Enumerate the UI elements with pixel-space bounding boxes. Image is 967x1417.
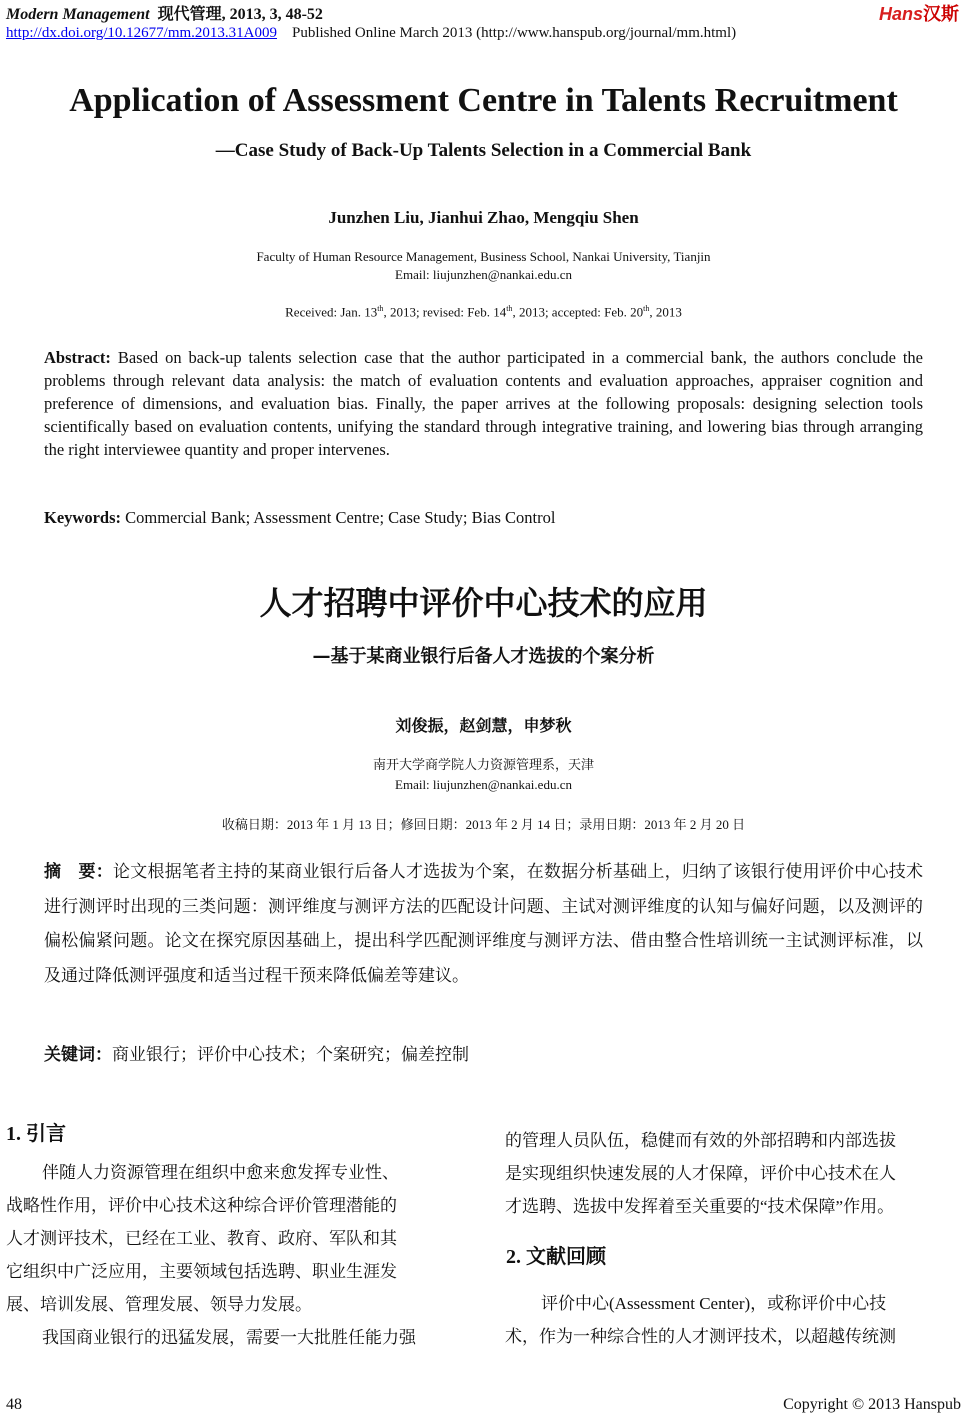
text-line: 评价中心(Assessment Center)，或称评价中心技 <box>541 1294 887 1313</box>
text-line: 它组织中广泛应用，主要领域包括选聘、职业生涯发 <box>6 1262 397 1281</box>
published-info: Published Online March 2013 (http://www.hanspub.org/journal/mm.html) <box>291 25 737 41</box>
paper-subtitle: —Case Study of Back-Up Talents Selection in a Commercial Bank <box>215 140 752 161</box>
keywords-en <box>44 506 923 529</box>
doi-line <box>6 25 736 42</box>
left-column <box>6 1156 458 1354</box>
affiliation-block <box>0 248 967 284</box>
ordinal: th <box>506 304 513 313</box>
journal-info: 现代管理, 2013, 3, 48-52 <box>157 6 323 23</box>
right-column-section2 <box>505 1287 963 1353</box>
year-text: , 2013 <box>649 304 682 320</box>
text-line: 伴随人力资源管理在组织中愈来愈发挥专业性、 <box>42 1163 399 1182</box>
text-line: 是实现组织快速发展的人才保障，评价中心技术在人 <box>505 1164 896 1183</box>
text-line: 才选聘、选拔中发挥着至关重要的“技术保障”作用。 <box>505 1197 895 1216</box>
received-text: Received: Jan. 13 <box>285 304 378 320</box>
affiliation: Faculty of Human Resource Management, Business School, Nankai University, Tianjin <box>256 249 711 264</box>
right-column <box>505 1124 963 1223</box>
logo-text-cn: 汉斯 <box>923 4 959 24</box>
keywords-cn <box>44 1038 923 1073</box>
keywords-text-cn: 商业银行；评价中心技术；个案研究；偏差控制 <box>112 1045 469 1064</box>
keywords-label: Keywords: <box>44 508 121 527</box>
revised-text: , 2013; revised: Feb. 14 <box>383 304 507 320</box>
authors-cn: 刘俊振，赵剑慧，申梦秋 <box>395 718 572 735</box>
section-heading-literature-review: 2. 文献回顾 <box>506 1246 606 1268</box>
logo-text-en: Hans <box>878 4 923 24</box>
journal-header <box>6 1 323 24</box>
abstract-text: Based on back-up talents selection case that the author participated in a commercial bank, the authors conclude the problems through relevant data analysis: the match of evaluation contents and evaluation approaches, appraiser cognition and preference of dimensions, and evaluation bias. Finally, the paper arrives at the following proposals: designing selection tools scientifically based on evaluation contents, unifying the standard through integrative training, and lowering bias through arranging the right interviewee quantity and proper intervenes. <box>44 348 923 459</box>
abstract-en <box>44 346 923 461</box>
abstract-cn <box>44 855 923 993</box>
journal-name-en: Modern Management <box>6 6 150 23</box>
dates-cn: 收稿日期：2013 年 1 月 13 日；修回日期：2013 年 2 月 14 日；录用日期：2013 年 2 月 20 日 <box>221 817 746 832</box>
text-line: 的管理人员队伍，稳健而有效的外部招聘和内部选拔 <box>505 1131 896 1150</box>
hans-logo <box>879 0 959 26</box>
paper-title: Application of Assessment Centre in Talents Recruitment <box>69 82 898 119</box>
text-line: 战略性作用，评价中心技术这种综合评价管理潜能的 <box>6 1196 397 1215</box>
affiliation-block-cn <box>0 755 967 795</box>
received-dates <box>0 304 967 320</box>
affiliation-cn: 南开大学商学院人力资源管理系，天津 <box>372 757 594 772</box>
keywords-label-cn: 关键词： <box>44 1045 112 1065</box>
section-heading-introduction: 1. 引言 <box>6 1123 66 1145</box>
page-number: 48 <box>6 1396 22 1413</box>
copyright: Copyright © 2013 Hanspub <box>783 1396 961 1413</box>
ordinal: th <box>643 304 650 313</box>
text-line: 术，作为一种综合性的人才测评技术，以超越传统测 <box>505 1327 896 1346</box>
text-line: 我国商业银行的迅猛发展，需要一大批胜任能力强 <box>42 1328 416 1347</box>
email: Email: liujunzhen@nankai.edu.cn <box>395 267 572 282</box>
accepted-text: , 2013; accepted: Feb. 20 <box>512 304 644 320</box>
keywords-text: Commercial Bank; Assessment Centre; Case Study; Bias Control <box>125 508 556 527</box>
doi-link[interactable]: http://dx.doi.org/10.12677/mm.2013.31A009 <box>6 25 277 41</box>
ordinal: th <box>377 304 384 313</box>
paper-title-cn: 人才招聘中评价中心技术的应用 <box>259 584 708 622</box>
authors: Junzhen Liu, Jianhui Zhao, Mengqiu Shen <box>328 208 639 227</box>
text-line: 展、培训发展、管理发展、领导力发展。 <box>6 1295 312 1314</box>
abstract-text-cn: 论文根据笔者主持的某商业银行后备人才选拔为个案，在数据分析基础上，归纳了该银行使用评价中心技术进行测评时出现的三类问题：测评维度与测评方法的匹配设计问题、主试对测评维度的认知与偏好问题，以及测评的偏松偏紧问题。论文在探究原因基础上，提出科学匹配测评维度与测评方法、借由整合性培训统一主试测评标准，以及通过降低测评强度和适当过程干预来降低偏差等建议。 <box>44 862 924 985</box>
email-cn: Email: liujunzhen@nankai.edu.cn <box>395 777 572 792</box>
paper-subtitle-cn: —基于某商业银行后备人才选拔的个案分析 <box>312 646 655 667</box>
abstract-label: Abstract: <box>44 348 111 367</box>
abstract-label-cn: 摘 要： <box>44 862 113 882</box>
text-line: 人才测评技术，已经在工业、教育、政府、军队和其 <box>6 1229 397 1248</box>
